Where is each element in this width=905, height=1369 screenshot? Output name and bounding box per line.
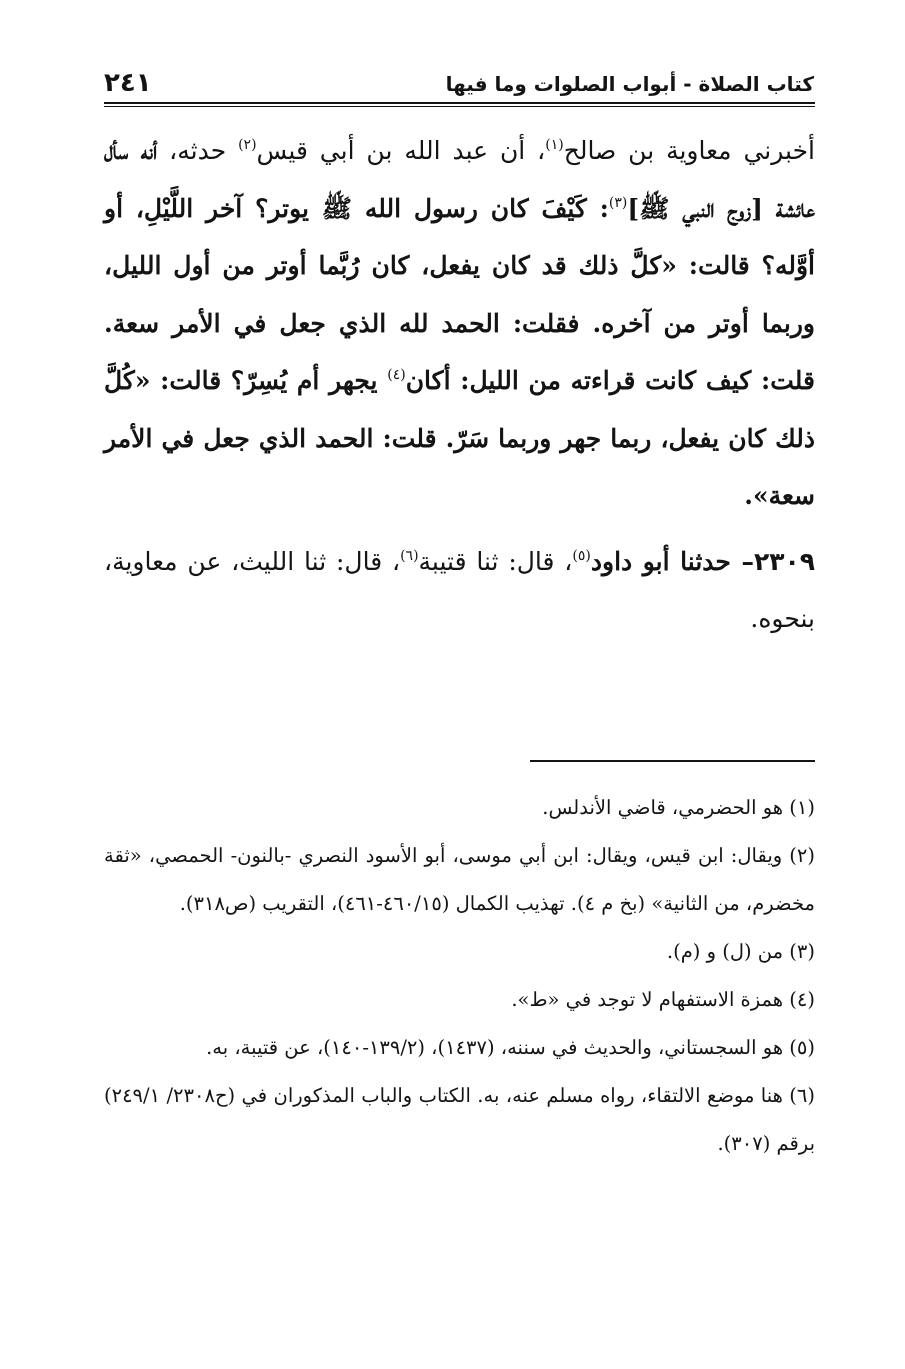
text-segment: ، أن عبد الله بن أبي قيس (256, 136, 546, 165)
footnote-ref: (٣) (608, 194, 628, 211)
hadith-text-bold: : كَيْفَ كان رسول الله ﷺ يوتر؟ آخر اللَّيْلِ، أو أوَّله؟ قالت: «كلَّ ذلك قد كان يفعل، كان رُبَّما أوتر من أول الليل، وربما أوتر من آخره. فقلت: الحمد لله الذي جعل في الأمر سعة. قلت: كيف كانت قراءته من الليل: أكان (104, 193, 815, 395)
hadith-number: ٢٣٠٩ (753, 546, 815, 576)
footnote-6: (٦) هنا موضع الالتقاء، رواه مسلم عنه، به. الكتاب والباب المذكوران في (ح٢٣٠٨/ ٢٤٩/١) برقم (٣٠٧). (104, 1084, 815, 1155)
footnote-ref: (٢) (238, 137, 257, 153)
footnote-3: (٣) من (ل) و (م). (666, 940, 815, 963)
running-title: كتاب الصلاة - أبواب الصلوات وما فيها (445, 72, 814, 96)
footnote-ref: (٦) (400, 547, 419, 564)
text-segment-bold: أنه سأل عائشة [زوج النبي ﷺ] (104, 136, 815, 223)
footnote-4: (٤) همزة الاستفهام لا توجد في «ط». (511, 988, 815, 1011)
footnote-ref: (٤) (387, 367, 406, 383)
text-segment: حدثه، (157, 136, 239, 165)
page-number: ٢٤١ (104, 68, 152, 98)
header-rule (104, 102, 815, 104)
text-segment: ، قال: ثنا قتيبة (418, 546, 573, 576)
page-header (104, 64, 814, 104)
paragraph-hadith-2309 (104, 533, 815, 648)
footnote-ref: (٥) (572, 547, 591, 564)
footnote-5: (٥) هو السجستاني، والحديث في سننه، (١٤٣٧)، (١٣٩/٢-١٤٠)، عن قتيبة، به. (206, 1036, 815, 1059)
footnotes (104, 784, 815, 1168)
hadith-text-bold: يجهر أم يُسِرّ؟ قالت: «كُلَّ ذلك كان يفعل، ربما جهر وربما سَرّ. قلت: الحمد الذي جعل في الأمر سعة». (104, 366, 815, 510)
paragraph-narration (104, 122, 815, 525)
footnote-ref: (١) (545, 137, 564, 153)
footnote-1: (١) هو الحضرمي، قاضي الأندلس. (542, 796, 815, 819)
text-segment: – حدثنا أبو داود (590, 546, 754, 576)
text-segment: أخبرني معاوية بن صالح (563, 136, 816, 165)
footnote-2: (٢) ويقال: ابن قيس، ويقال: ابن أبي موسى، أبو الأسود النصري -بالنون- الحمصي، «ثقة مخضرم، من الثانية» (بخ م ٤). تهذيب الكمال (٤٦٠/١٥-٤٦١)، التقريب (ص٣١٨). (104, 844, 815, 915)
header-rule-thin (104, 106, 815, 107)
footnote-separator (530, 760, 815, 762)
main-text (104, 122, 815, 648)
text-segment: ، قال: ثنا الليث، عن معاوية، بنحوه. (104, 546, 815, 633)
